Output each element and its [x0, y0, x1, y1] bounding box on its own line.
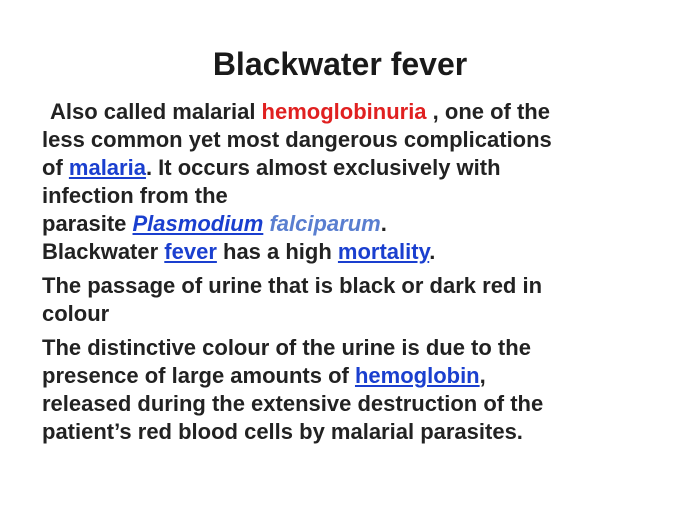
slide-body	[42, 98, 642, 446]
text: of	[42, 155, 69, 180]
text: The passage of urine that is black or dark red in	[42, 273, 543, 298]
text: . It occurs almost exclusively with	[145, 155, 501, 180]
paragraph-definition	[42, 98, 642, 126]
paragraph-line	[42, 390, 642, 418]
text: parasite	[42, 211, 133, 236]
text: Also called malarial	[50, 99, 262, 124]
text: infection from the	[42, 183, 228, 208]
paragraph-line	[42, 210, 642, 238]
paragraph-line	[42, 182, 642, 210]
paragraph-urine	[42, 272, 642, 300]
text: .	[429, 239, 436, 264]
paragraph-line	[42, 126, 642, 154]
link-malaria[interactable]: malaria	[68, 155, 146, 180]
text: less common yet most dangerous complications	[42, 127, 552, 152]
text: , one of the	[426, 99, 550, 124]
paragraph-cause	[42, 334, 642, 362]
text: Blackwater	[42, 239, 165, 264]
slide-title: Blackwater fever	[212, 46, 468, 82]
text: colour	[42, 301, 110, 326]
text: .	[380, 211, 387, 236]
paragraph-line	[42, 362, 642, 390]
text: has a high	[216, 239, 338, 264]
link-mortality[interactable]: mortality	[337, 239, 430, 264]
link-hemoglobin[interactable]: hemoglobin	[354, 363, 480, 388]
text: patient’s red blood cells by malarial parasites.	[42, 419, 523, 444]
text: released during the extensive destruction of the	[42, 391, 544, 416]
term-hemoglobinuria: hemoglobinuria	[261, 99, 427, 124]
paragraph-line	[42, 300, 642, 328]
paragraph-line	[42, 418, 642, 446]
term-falciparum: falciparum	[269, 211, 381, 236]
link-fever[interactable]: fever	[164, 239, 217, 264]
text: ,	[479, 363, 486, 388]
paragraph-line	[42, 154, 642, 182]
paragraph-line	[42, 238, 642, 266]
link-plasmodium[interactable]: Plasmodium	[132, 211, 264, 236]
text: presence of large amounts of	[42, 363, 355, 388]
text: The distinctive colour of the urine is due to the	[42, 335, 531, 360]
